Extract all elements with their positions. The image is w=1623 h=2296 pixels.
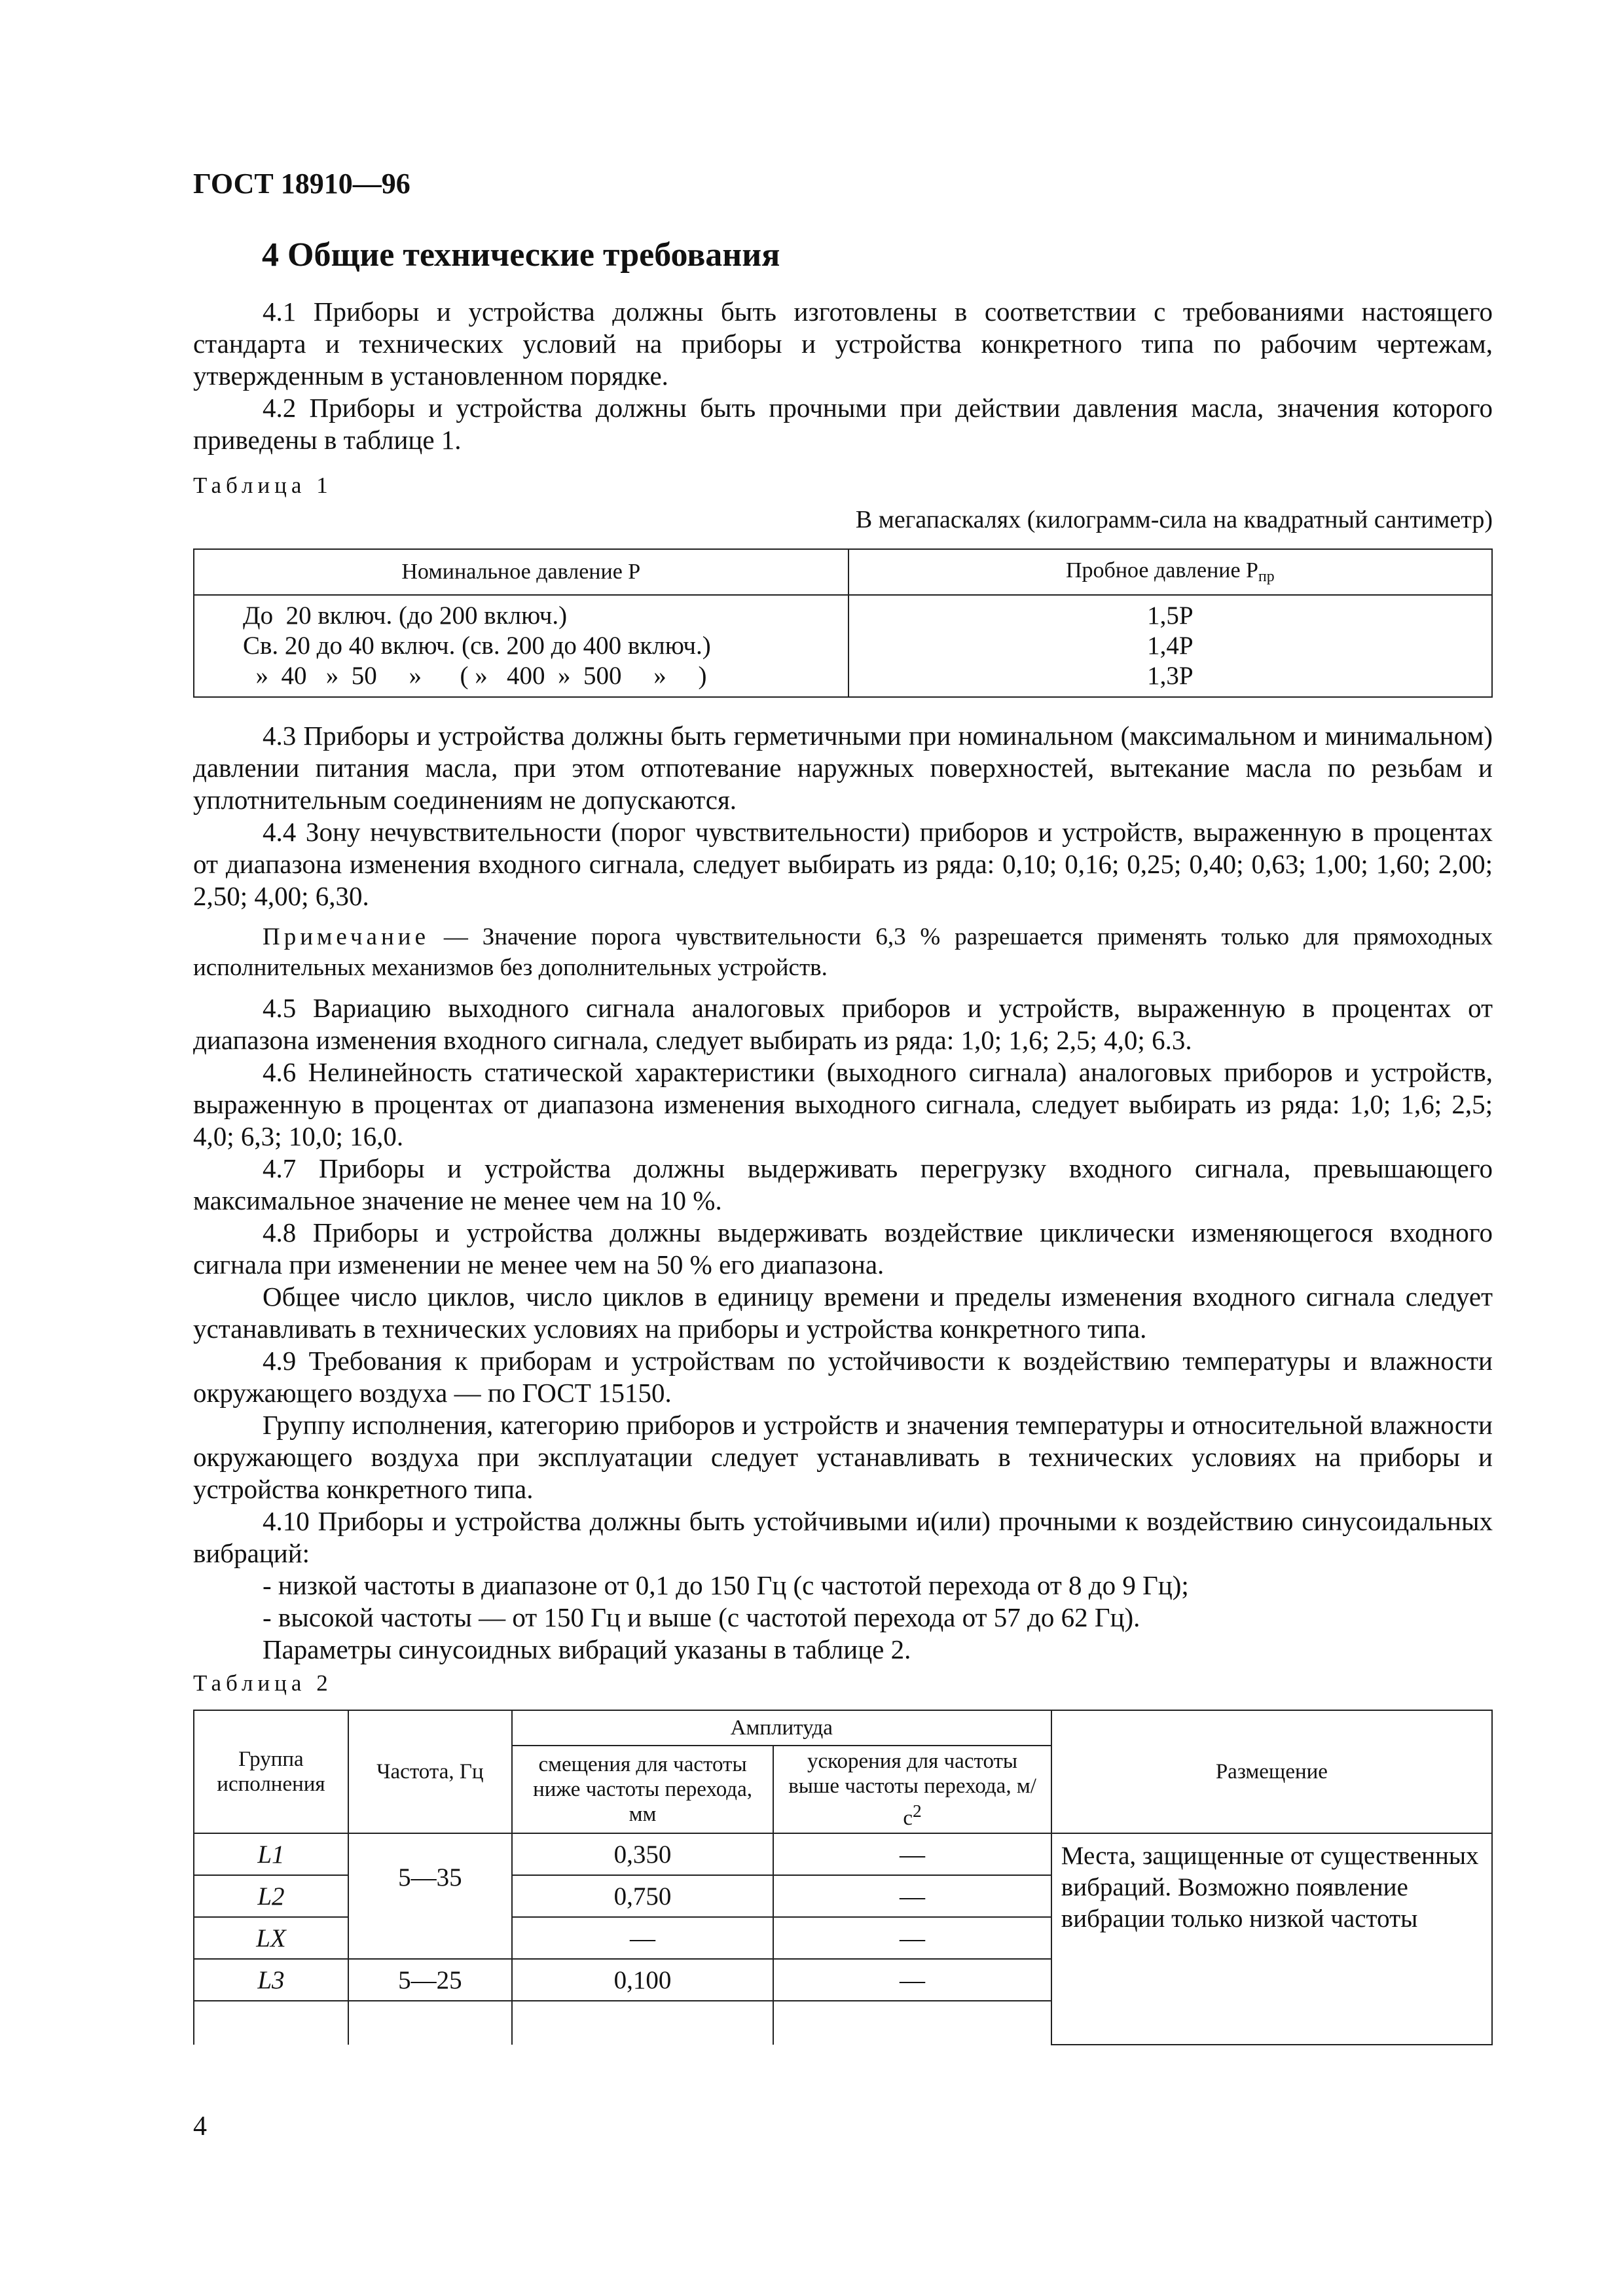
table2-freq-1: 5—35 — [348, 1833, 512, 1959]
table2-acc-lx: — — [773, 1917, 1051, 1959]
list-item-high-freq: - высокой частоты — от 150 Гц и выше (с частотой перехода от 57 до 62 Гц). — [263, 1602, 1140, 1632]
table2-header-amplitude: Амплитуда — [512, 1710, 1051, 1746]
table1-test-1: 1,5P — [1147, 601, 1194, 630]
table1-nominal-2: Св. 20 до 40 включ. (св. 200 до 400 включ.) — [243, 632, 711, 660]
note — [193, 922, 1493, 983]
section-title: 4 Общие технические требования — [262, 236, 780, 274]
paragraph-4-3: 4.3 Приборы и устройства должны быть герметичными при номинальном (максимальном и минимальном) давлении питания масла, при этом отпотевание наружных поверхностей, вытекание масла по резьбам и уплотнительным соединениям не допускаются. — [193, 721, 1493, 815]
table2-header-group: Группа исполнения — [194, 1710, 348, 1833]
table-row — [194, 1833, 1492, 1875]
empty-cell — [512, 2001, 774, 2045]
table2-acc-l2: — — [773, 1875, 1051, 1917]
note-label: Примечание — [263, 924, 429, 950]
empty-cell — [348, 2001, 512, 2045]
list-item-low-freq: - низкой частоты в диапазоне от 0,1 до 150 Гц (с частотой перехода от 8 до 9 Гц); — [263, 1570, 1189, 1600]
table2-group-l3: L3 — [194, 1959, 348, 2001]
document-header: ГОСТ 18910—96 — [193, 168, 410, 200]
table2-header-displacement: смещения для частоты ниже частоты перехода, мм — [512, 1746, 774, 1833]
table1-test-2: 1,4P — [1147, 632, 1194, 660]
table1-header-test: Пробное давление $P_{пр}$ — [848, 549, 1492, 595]
table2-acc-l3: — — [773, 1959, 1051, 2001]
table-1 — [193, 548, 1493, 698]
table2-group-l2: L2 — [194, 1875, 348, 1917]
paragraph-4-5: 4.5 Вариацию выходного сигнала аналоговых приборов и устройств, выраженную в процентах от диапазона изменения входного сигнала, следует выбирать из ряда: 1,0; 1,6; 2,5; 4,0; 6.3. — [193, 993, 1493, 1055]
table2-disp-lx: — — [512, 1917, 774, 1959]
table2-group-lx: LX — [194, 1917, 348, 1959]
table1-test-cell — [848, 595, 1492, 697]
table1-nominal-cell — [194, 595, 848, 697]
paragraph-4-9: 4.9 Требования к приборам и устройствам по устойчивости к воздействию температуры и влажности окружающего воздуха — по ГОСТ 15150. — [193, 1346, 1493, 1408]
paragraphs-block-1 — [193, 296, 1493, 456]
paragraphs-block-2 — [193, 720, 1493, 1666]
note-text: — Значение порога чувствительности 6,3 % разрешается применять только для прямоходных исполнительных механизмов без дополнительных устройств. — [193, 924, 1493, 981]
table2-header-placement: Размещение — [1051, 1710, 1492, 1833]
table1-test-3: 1,3P — [1147, 662, 1194, 690]
table2-acc-l1: — — [773, 1833, 1051, 1875]
table1-nominal-1: До 20 включ. (до 200 включ.) — [243, 601, 568, 630]
paragraph-4-1: 4.1 Приборы и устройства должны быть изготовлены в соответствии с требованиями настоящего стандарта и технических условий на приборы и устройства конкретного типа по рабочим чертежам, утвержденным в установленном порядке. — [193, 296, 1493, 391]
paragraph-4-2: 4.2 Приборы и устройства должны быть прочными при действии давления масла, значения которого приведены в таблице 1. — [193, 393, 1493, 455]
table1-units: В мегапаскалях (килограмм-сила на квадратный сантиметр) — [855, 506, 1493, 533]
table2-header-acceleration: ускорения для частоты выше частоты перехода, $м/с^2$ — [773, 1746, 1051, 1833]
paragraph-4-7: 4.7 Приборы и устройства должны выдерживать перегрузку входного сигнала, превышающего максимальное значение не менее чем на 10 %. — [193, 1153, 1493, 1215]
table2-disp-l2: 0,750 — [512, 1875, 774, 1917]
table2-label: Таблица 2 — [193, 1670, 333, 1696]
table2-freq-2: 5—25 — [348, 1959, 512, 2001]
table1-label: Таблица 1 — [193, 473, 333, 498]
paragraph-table2-ref: Параметры синусоидных вибраций указаны в таблице 2. — [263, 1634, 911, 1664]
paragraph-climate-group: Группу исполнения, категорию приборов и устройств и значения температуры и относительной влажности окружающего воздуха при эксплуатации следует устанавливать в технических условиях на приборы и устройства конкретного типа. — [193, 1410, 1493, 1504]
table1-body-row — [194, 595, 1492, 697]
paragraph-4-4: 4.4 Зону нечувствительности (порог чувствительности) приборов и устройств, выраженную в процентах от диапазона изменения входного сигнала, следует выбирать из ряда: 0,10; 0,16; 0,25; 0,40; 0,63; 1,00; 1,60; 2,00; 2,50; 4,00; 6,30. — [193, 817, 1493, 911]
paragraph-4-8: 4.8 Приборы и устройства должны выдерживать воздействие циклически изменяющегося входного сигнала при изменении не менее чем на 50 % его диапазона. — [193, 1217, 1493, 1280]
table-2 — [193, 1710, 1493, 2045]
table1-nominal-3: » 40 » 50 » ( » 400 » 500 » ) — [243, 662, 707, 690]
page-number: 4 — [193, 2111, 207, 2142]
empty-cell — [194, 2001, 348, 2045]
table2-disp-l1: 0,350 — [512, 1833, 774, 1875]
table1-header-nominal: Номинальное давление P — [194, 549, 848, 595]
paragraph-cycles: Общее число циклов, число циклов в единицу времени и пределы изменения входного сигнала следует устанавливать в технических условиях на приборы и устройства конкретного типа. — [193, 1282, 1493, 1344]
table1-header-row — [194, 549, 1492, 595]
table2-disp-l3: 0,100 — [512, 1959, 774, 2001]
paragraph-4-6: 4.6 Нелинейность статической характеристики (выходного сигнала) аналоговых приборов и устройств, выраженную в процентах от диапазона изменения выходного сигнала, следует выбирать из ряда: 1,0; 1,6; 2,5; 4,0; 6,3; 10,0; 16,0. — [193, 1057, 1493, 1151]
table2-header-row-1 — [194, 1710, 1492, 1746]
table2-header-freq: Частота, Гц — [348, 1710, 512, 1833]
empty-cell — [773, 2001, 1051, 2045]
table2-placement-text: Места, защищенные от существенных вибраций. Возможно появление вибрации только низкой частоты — [1051, 1833, 1492, 2045]
table2-group-l1: L1 — [194, 1833, 348, 1875]
paragraph-4-10: 4.10 Приборы и устройства должны быть устойчивыми и(или) прочными к воздействию синусоидальных вибраций: — [193, 1506, 1493, 1568]
